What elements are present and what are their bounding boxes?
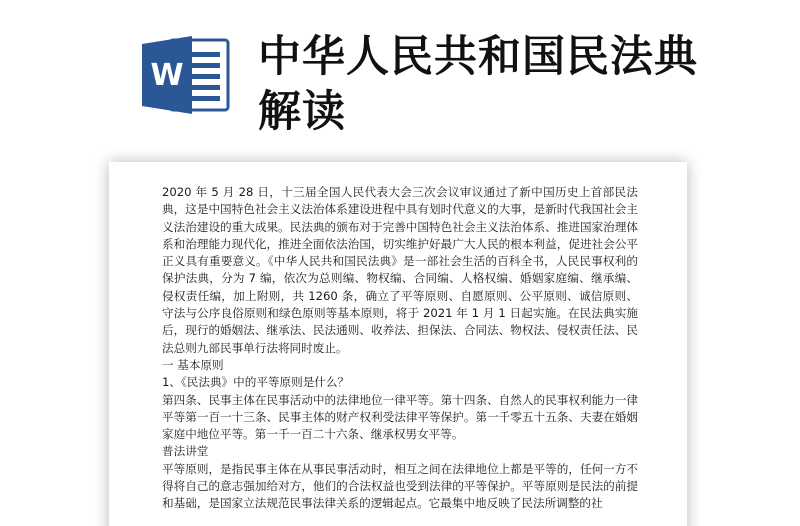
- article-paragraph: 第四条、民事主体在民事活动中的法律地位一律平等。第十四条、自然人的民事权利能力一律平等第一百一十三条、民事主体的财产权利受法律平等保护。第一千零五十五条、夫妻在婚姻家庭中地位平等。第一千一百二十六条、继承权男女平等。: [162, 392, 638, 442]
- section-heading: 一 基本原则: [162, 357, 224, 372]
- document-body: [162, 184, 638, 513]
- document-header: [0, 0, 800, 150]
- document-title: 中华人民共和国民法典解读: [258, 32, 698, 137]
- word-icon-letter: W: [150, 58, 184, 93]
- word-document-icon: [140, 32, 232, 118]
- subsection-heading: 普法讲堂: [162, 444, 209, 459]
- explanation-paragraph: 平等原则，是指民事主体在从事民事活动时，相互之间在法律地位上都是平等的，任何一方不得将自己的意志强加给对方，他们的合法权益也受到法律的平等保护。平等原则是民法的前提和基础，是国家立法规范民事法律关系的逻辑起点。它最集中地反映了民法所调整的社: [162, 461, 638, 511]
- intro-paragraph: 2020 年 5 月 28 日，十三届全国人民代表大会三次会议审议通过了新中国历史上首部民法典，这是中国特色社会主义法治体系建设进程中具有划时代意义的大事，是新时代我国社会主义法治建设的重大成果。民法典的颁布对于完善中国特色社会主义法治体系、推进国家治理体系和治理能力现代化，推进全面依法治国，切实维护好最广大人民的根本利益，促进社会公平正义具有重要意义。《中华人民共和国民法典》是一部社会生活的百科全书，人民民事权利的保护法典，分为 7 编，依次为总则编、物权编、合同编、人格权编、婚姻家庭编、继承编、侵权责任编，加上附则，共 1260 条，确立了平等原则、自愿原则、公平原则、诚信原则、守法与公序良俗原则和绿色原则等基本原则，将于 2021 年 1 月 1 日起实施。在民法典实施后，现行的婚姻法、继承法、民法通则、收养法、担保法、合同法、物权法、侵权责任法、民法总则九部民事单行法将同时废止。: [162, 185, 638, 355]
- question-heading: 1、《民法典》中的平等原则是什么？: [162, 375, 350, 390]
